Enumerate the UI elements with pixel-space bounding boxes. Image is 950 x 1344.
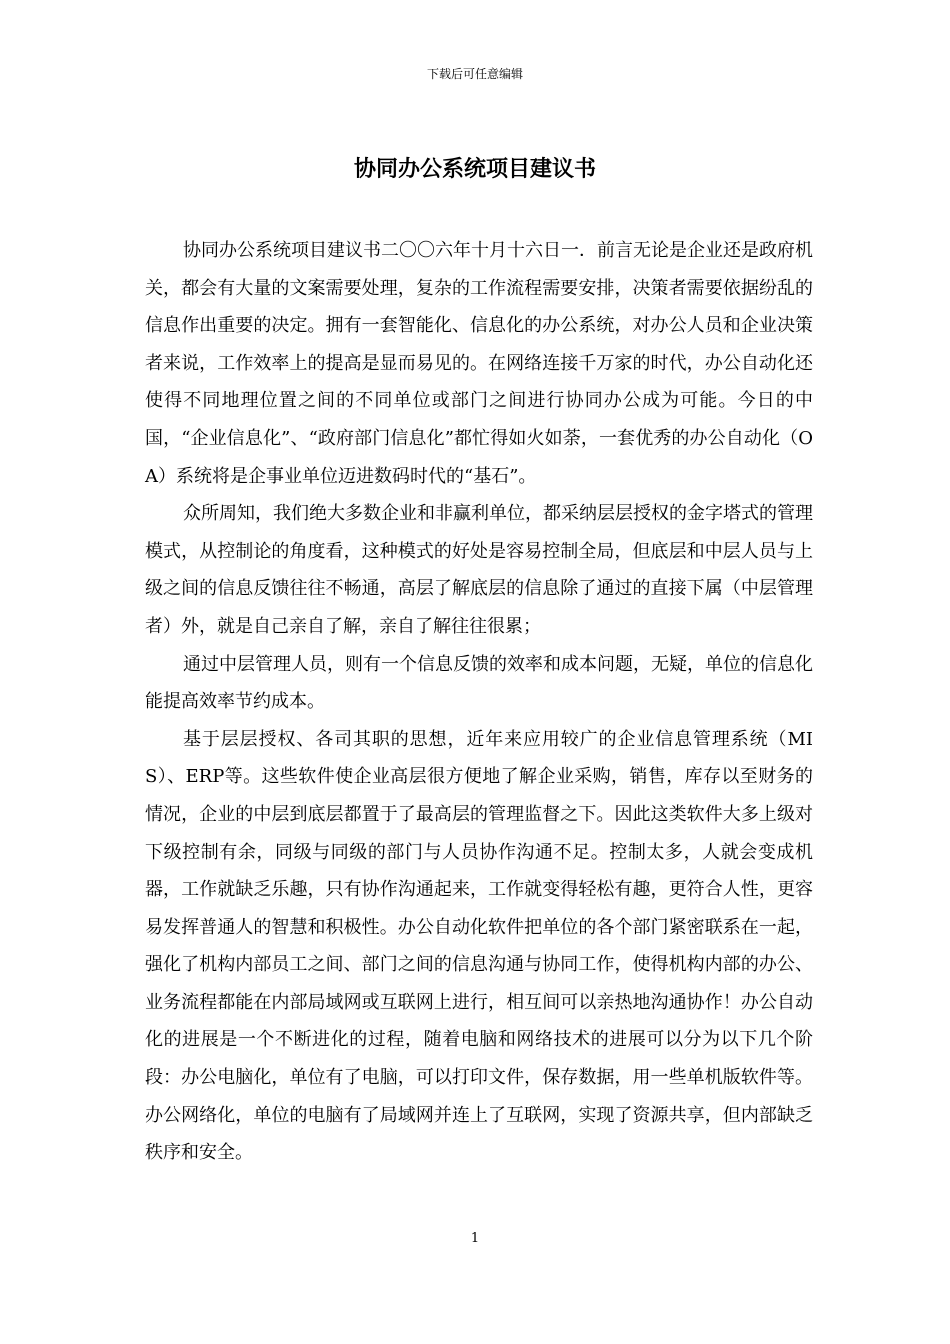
paragraph-3: 通过中层管理人员，则有一个信息反馈的效率和成本问题，无疑，单位的信息化能提高效率节约成本。 — [145, 653, 813, 713]
paragraph-4: 基于层层授权、各司其职的思想，近年来应用较广的企业信息管理系统（MIS）、ERP等。这些软件使企业高层很方便地了解企业采购，销售，库存以至财务的情况，企业的中层到底层都置于了最高层的管理监督之下。因此这类软件大多上级对下级控制有余，同级与同级的部门与人员协作沟通不足。控制太多，人就会变成机器，工作就缺乏乐趣，只有协作沟通起来，工作就变得轻松有趣，更符合人性，更容易发挥普通人的智慧和积极性。办公自动化软件把单位的各个部门紧密联系在一起，强化了机构内部员工之间、部门之间的信息沟通与协同工作，使得机构内部的办公、业务流程都能在内部局域网或互联网上进行，相互间可以亲热地沟通协作！办公自动化的进展是一个不断进化的过程，随着电脑和网络技术的进展可以分为以下几个阶段：办公电脑化，单位有了电脑，可以打印文件，保存数据，用一些单机版软件等。办公网络化，单位的电脑有了局域网并连上了互联网，实现了资源共享，但内部缺乏秩序和安全。 — [145, 728, 813, 1164]
paragraph-2: 众所周知，我们绝大多数企业和非赢利单位，都采纳层层授权的金字塔式的管理模式，从控制论的角度看，这种模式的好处是容易控制全局，但底层和中层人员与上级之间的信息反馈往往不畅通，高层了解底层的信息除了通过的直接下属（中层管理者）外，就是自己亲自了解，亲自了解往往很累； — [145, 503, 813, 637]
paragraph-1: 协同办公系统项目建议书二〇〇六年十月十六日一．前言无论是企业还是政府机关，都会有大量的文案需要处理，复杂的工作流程需要安排，决策者需要依据纷乱的信息作出重要的决定。拥有一套智能化、信息化的办公系统，对办公人员和企业决策者来说，工作效率上的提高是显而易见的。在网络连接千万家的时代，办公自动化还使得不同地理位置之间的不同单位或部门之间进行协同办公成为可能。今日的中国，“企业信息化”、“政府部门信息化”都忙得如火如荼，一套优秀的办公自动化（OA）系统将是企事业单位迈进数码时代的“基石”。 — [145, 240, 813, 487]
document-title: 协同办公系统项目建议书 — [353, 157, 596, 182]
document-body — [145, 232, 813, 1172]
page-header: 下载后可任意编辑 — [426, 67, 523, 81]
page-number: 1 — [470, 1231, 480, 1246]
